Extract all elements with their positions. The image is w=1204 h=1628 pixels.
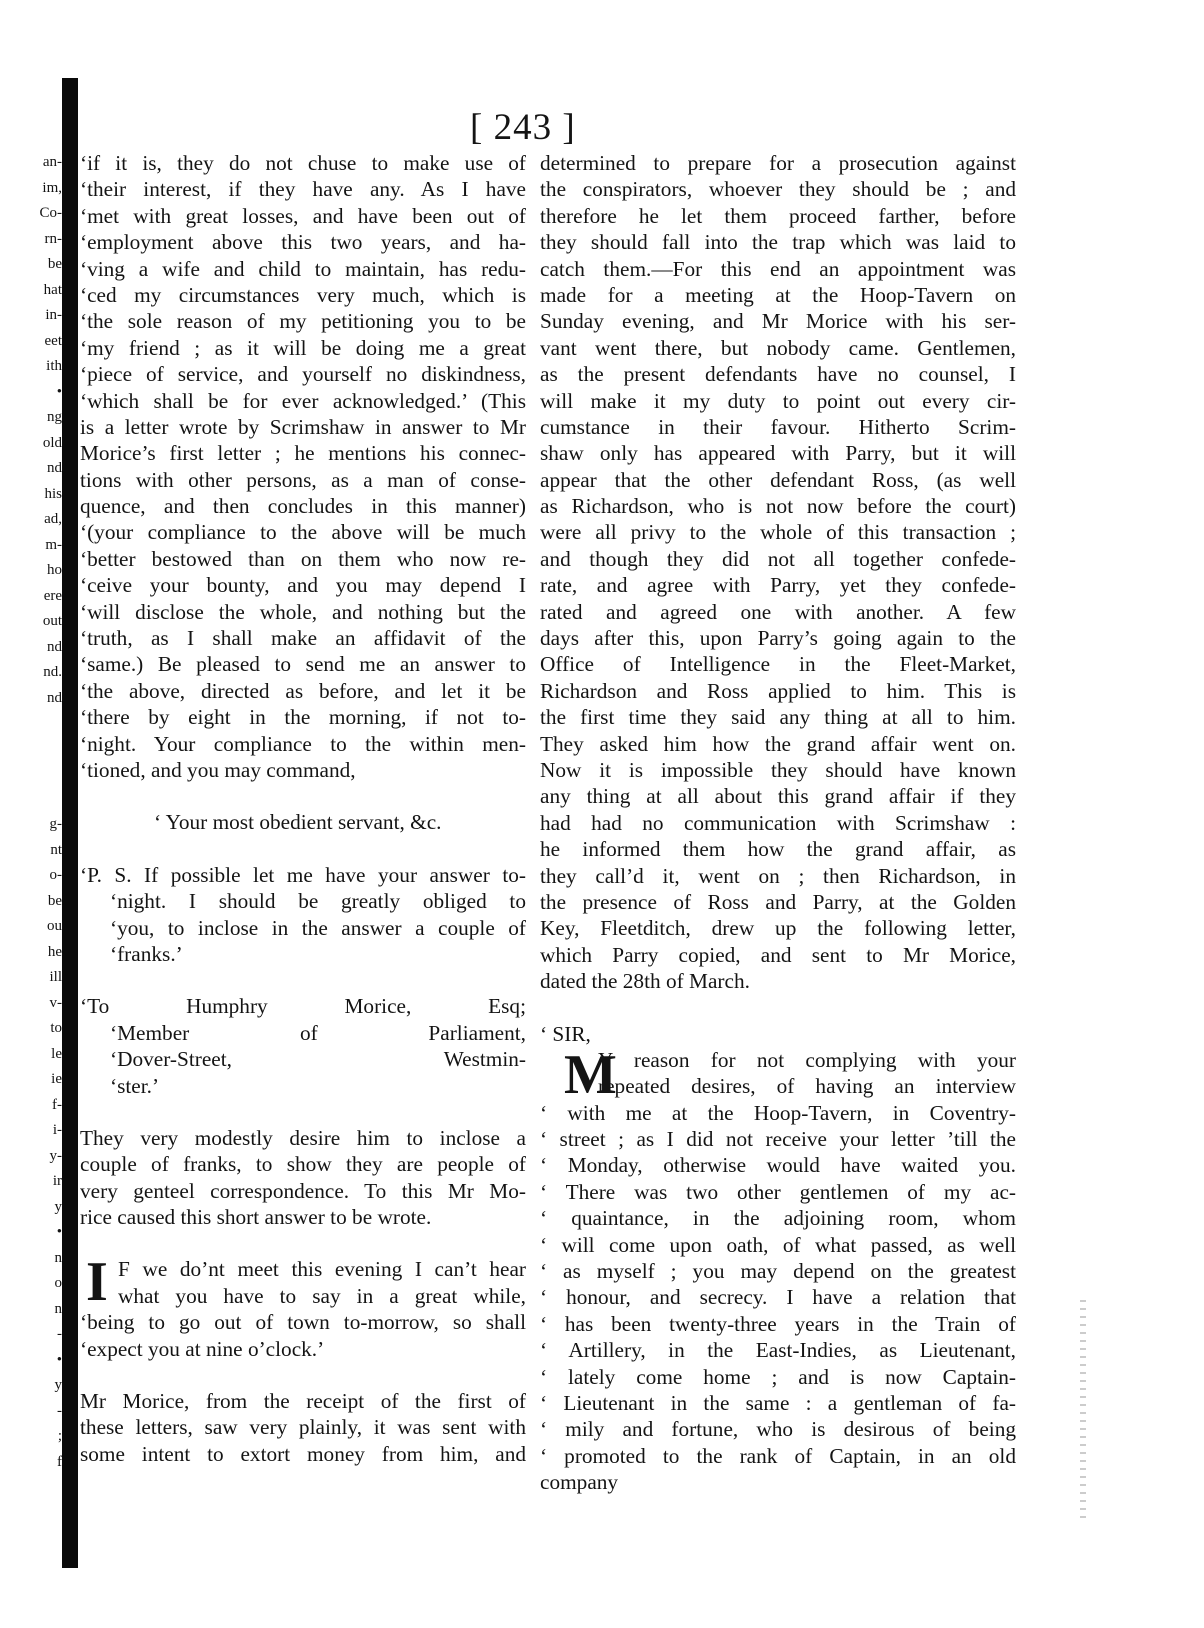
gutter-fragment: nt (50, 841, 62, 858)
text-line: ‘franks.’ (110, 941, 183, 966)
gutter-fragment: m- (45, 536, 62, 553)
text-line: Morice’s first letter ; he mentions his connec- (80, 441, 526, 466)
text-line: ‘night. I should be greatly obliged to (110, 889, 526, 914)
text-line: as Richardson, who is not now before the court) (540, 494, 1016, 519)
text-line: the presence of Ross and Parry, at the Golden (540, 889, 1016, 914)
text-line: ‘ced my circumstances very much, which is (80, 282, 526, 307)
gutter-fragment: f- (52, 1096, 62, 1113)
gutter-fragment: ir (52, 1173, 62, 1189)
text-line: rice caused this short answer to be wrote. (80, 1205, 432, 1230)
gutter-fragment: nd (47, 689, 62, 706)
text-line: ‘piece of service, and yourself no diskindness, (80, 362, 526, 387)
letter-salutation: ‘ SIR, (540, 1021, 591, 1046)
text-line: ‘tioned, and you may command, (80, 757, 356, 782)
text-line: quence, and then concludes in this manner) (80, 494, 526, 519)
gutter-fragment: im, (42, 179, 62, 196)
text-line: ‘ will come upon oath, of what passed, as well (540, 1232, 1016, 1257)
gutter-fragment: an- (42, 154, 62, 170)
gutter-fragment: n (54, 1249, 62, 1266)
gutter-fragments-top (18, 150, 62, 711)
text-line: ‘met with great losses, and have been out of (80, 203, 526, 228)
gutter-fragment: his (44, 485, 62, 502)
text-line: some intent to extort money from him, and (80, 1441, 526, 1466)
text-line: as the present defendants have no counsel, I (540, 362, 1016, 387)
gutter-fragment: ; (57, 1428, 62, 1444)
paragraph-franks (80, 1125, 526, 1231)
text-line: ‘my friend ; as it will be doing me a great (80, 335, 526, 360)
text-line: ‘night. Your compliance to the within men- (80, 731, 526, 756)
text-line: the first time they said any thing at all to him. (540, 705, 1016, 730)
text-line: ‘ quaintance, in the adjoining room, whom (540, 1206, 1016, 1231)
text-line: made for a meeting at the Hoop-Tavern on (540, 282, 1016, 307)
gutter-fragment: nd (47, 460, 62, 476)
gutter-fragment: - (57, 1326, 62, 1342)
text-line: ‘being to go out of town to-morrow, so shall (80, 1310, 526, 1335)
gutter-fragment: nd (47, 638, 62, 655)
text-line: ‘truth, as I shall make an affidavit of the (80, 626, 526, 651)
drop-cap: I (86, 1251, 108, 1314)
letter-body (540, 1100, 1016, 1469)
paragraph-prosecution (540, 150, 1016, 995)
short-note (80, 1251, 526, 1362)
text-line: shaw only has appeared with Parry, but it will (540, 441, 1016, 466)
text-line: determined to prepare for a prosecution against (540, 151, 1016, 175)
text-line: ‘ Monday, otherwise would have waited you. (540, 1153, 1016, 1178)
binding-shadow (62, 78, 78, 1568)
gutter-fragment: v- (49, 994, 62, 1011)
text-line: ‘P. S. If possible let me have your answer to- (80, 862, 526, 887)
text-line: Richardson and Ross applied to him. This is (540, 678, 1016, 703)
text-line: these letters, saw very plainly, it was sent with (80, 1415, 526, 1440)
gutter-fragment: - (57, 1402, 62, 1419)
text-line: dated the 28th of March. (540, 969, 750, 994)
text-line: ‘you, to inclose in the answer a couple of (110, 915, 526, 940)
text-line: tions with other persons, as a man of conse- (80, 467, 526, 492)
gutter-fragment: y (54, 1377, 62, 1393)
text-line: vant went there, but nobody came. Gentlemen, (540, 335, 1016, 360)
text-line: had had no communication with Scrimshaw : (540, 810, 1016, 835)
text-line: ‘ promoted to the rank of Captain, in an old (540, 1443, 1016, 1468)
text-line: ‘same.) Be pleased to send me an answer to (80, 652, 526, 677)
text-line: ‘better bestowed than on them who now re- (80, 546, 526, 571)
text-line: ‘ honour, and secrecy. I have a relation that (540, 1285, 1016, 1310)
text-line: catch them.—For this end an appointment was (540, 256, 1016, 281)
text-line: cumstance in their favour. Hitherto Scrim- (540, 414, 1016, 439)
text-line: ‘ lately come home ; and is now Captain- (540, 1364, 1016, 1389)
gutter-fragment: i- (52, 1122, 62, 1138)
text-line: very genteel correspondence. To this Mr Mo- (80, 1178, 526, 1203)
text-line: ‘ as myself ; you may depend on the greatest (540, 1259, 1016, 1284)
text-line: they should fall into the trap which was laid to (540, 230, 1016, 255)
text-line: and though they did not all together confede- (540, 546, 1016, 571)
text-line: ‘To Humphry Morice, Esq; (80, 994, 526, 1019)
gutter-fragment: ith (46, 358, 62, 374)
gutter-fragment: Co- (39, 205, 62, 221)
gutter-fragment: eet (44, 332, 62, 349)
page-number: [ 243 ] (470, 107, 576, 148)
gutter-fragment: n (54, 1300, 62, 1317)
paragraph-receipt (80, 1388, 526, 1467)
text-line: ‘which shall be for ever acknowledged.’ (This (80, 388, 526, 413)
text-line: ‘Dover-Street, Westmin- (110, 1047, 526, 1072)
text-line: ‘ Lieutenant in the same : a gentleman of fa- (540, 1390, 1016, 1415)
text-line: ‘the sole reason of my petitioning you to be (80, 309, 526, 334)
gutter-fragment: old (42, 434, 62, 451)
gutter-fragment: be (47, 256, 62, 272)
text-line: Office of Intelligence in the Fleet-Market, (540, 652, 1016, 677)
text-line: ‘ Artillery, in the East-Indies, as Lieutenant, (540, 1338, 1016, 1363)
text-line: F we do’nt meet this evening I can’t hear (118, 1257, 526, 1282)
text-line: repeated desires, of having an interview (598, 1074, 1016, 1099)
gutter-fragment: f (57, 1453, 62, 1470)
gutter-fragment: nd. (43, 664, 62, 680)
text-line: ‘ street ; as I did not receive your letter ’till the (540, 1127, 1016, 1152)
gutter-fragment: in- (45, 307, 62, 323)
gutter-fragment: ie (51, 1071, 62, 1087)
text-line: ‘will disclose the whole, and nothing but the (80, 599, 526, 624)
text-line: ‘if it is, they do not chuse to make use of (80, 151, 526, 175)
text-line: ‘there by eight in the morning, if not to- (80, 705, 526, 730)
scan-noise (1080, 1300, 1086, 1520)
gutter-fragment: ng (47, 409, 62, 425)
text-line: he informed them how the grand affair, as (540, 837, 1016, 862)
gutter-fragment: le (51, 1045, 62, 1062)
text-line: ‘employment above this two years, and ha- (80, 230, 526, 255)
text-line: rate, and agree with Parry, yet they confede- (540, 573, 1016, 598)
catchword: company (540, 1470, 619, 1495)
gutter-fragment: ad, (44, 511, 62, 527)
paragraph-letter-continuation (80, 150, 526, 783)
right-column (540, 150, 1016, 1496)
gutter-fragment: ere (43, 587, 62, 604)
gutter-fragment: • (56, 1224, 62, 1240)
text-line: which Parry copied, and sent to Mr Morice, (540, 942, 1016, 967)
text-line: ‘ has been twenty-three years in the Train of (540, 1311, 1016, 1336)
text-line: will make it my duty to point out every cir- (540, 388, 1016, 413)
gutter-fragment: he (47, 943, 62, 960)
gutter-fragment: g- (49, 816, 62, 832)
letter-closing: ‘ Your most obedient servant, &c. (154, 810, 442, 835)
text-line: ‘ There was two other gentlemen of my ac- (540, 1179, 1016, 1204)
gutter-fragment: ho (47, 562, 62, 578)
text-line: appear that the other defendant Ross, (as well (540, 467, 1016, 492)
text-line: ‘ceive your bounty, and you may depend I (80, 573, 526, 598)
postscript (80, 862, 526, 968)
text-line: the conspirators, whoever they should be ; and (540, 177, 1016, 202)
text-line: any thing at all about this grand affair if they (540, 784, 1016, 809)
text-line: therefore he let them proceed farther, before (540, 203, 1016, 228)
text-line: ‘Member of Parliament, (110, 1020, 526, 1045)
address-block (80, 993, 526, 1099)
text-line: ‘their interest, if they have any. As I have (80, 177, 526, 202)
text-line: is a letter wrote by Scrimshaw in answer to Mr (80, 414, 526, 439)
gutter-fragment: o- (49, 867, 62, 883)
text-line: were all privy to the whole of this transaction ; (540, 520, 1016, 545)
text-line: what you have to say in a great while, (118, 1283, 526, 1308)
letter-opening (540, 1043, 1016, 1106)
gutter-fragment: ill (49, 969, 62, 985)
gutter-fragment: be (47, 892, 62, 909)
text-line: ‘ mily and fortune, who is desirous of being (540, 1417, 1016, 1442)
text-line: rated and agreed one with another. A few (540, 599, 1016, 624)
text-line: they call’d it, went on ; then Richardson, in (540, 863, 1016, 888)
gutter-fragment: y- (49, 1147, 62, 1164)
text-line: couple of franks, to show they are people of (80, 1152, 526, 1177)
text-line: Mr Morice, from the receipt of the first of (80, 1389, 526, 1414)
gutter-fragment: o (54, 1275, 62, 1291)
text-line: They very modestly desire him to inclose a (80, 1125, 526, 1150)
text-line: ‘ster.’ (110, 1073, 160, 1098)
text-line: Sunday evening, and Mr Morice with his ser- (540, 309, 1016, 334)
gutter-fragment: • (56, 1351, 62, 1368)
text-line: ‘ with me at the Hoop-Tavern, in Coventry- (540, 1100, 1016, 1125)
text-line: Y reason for not complying with your (598, 1047, 1016, 1072)
text-line: Key, Fleetditch, drew up the following letter, (540, 916, 1016, 941)
text-line: Now it is impossible they should have known (540, 757, 1016, 782)
left-column (80, 150, 526, 1467)
gutter-fragment: rn- (44, 230, 62, 247)
gutter-fragment: hat (43, 281, 62, 298)
text-line: ‘(your compliance to the above will be much (80, 520, 526, 545)
text-line: ‘expect you at nine o’clock.’ (80, 1336, 325, 1361)
gutter-fragment: y (54, 1198, 62, 1215)
text-line: ‘ving a wife and child to maintain, has redu- (80, 256, 526, 281)
gutter-fragment: ou (47, 918, 62, 934)
gutter-fragment: to (50, 1020, 62, 1036)
drop-cap: M (564, 1043, 617, 1106)
text-line: days after this, upon Parry’s going again to the (540, 626, 1016, 651)
gutter-fragment: • (56, 383, 62, 400)
text-line: They asked him how the grand affair went on. (540, 731, 1016, 756)
gutter-fragment: out (42, 613, 62, 629)
text-line: ‘the above, directed as before, and let it be (80, 678, 526, 703)
gutter-fragments-bottom (18, 812, 62, 1475)
